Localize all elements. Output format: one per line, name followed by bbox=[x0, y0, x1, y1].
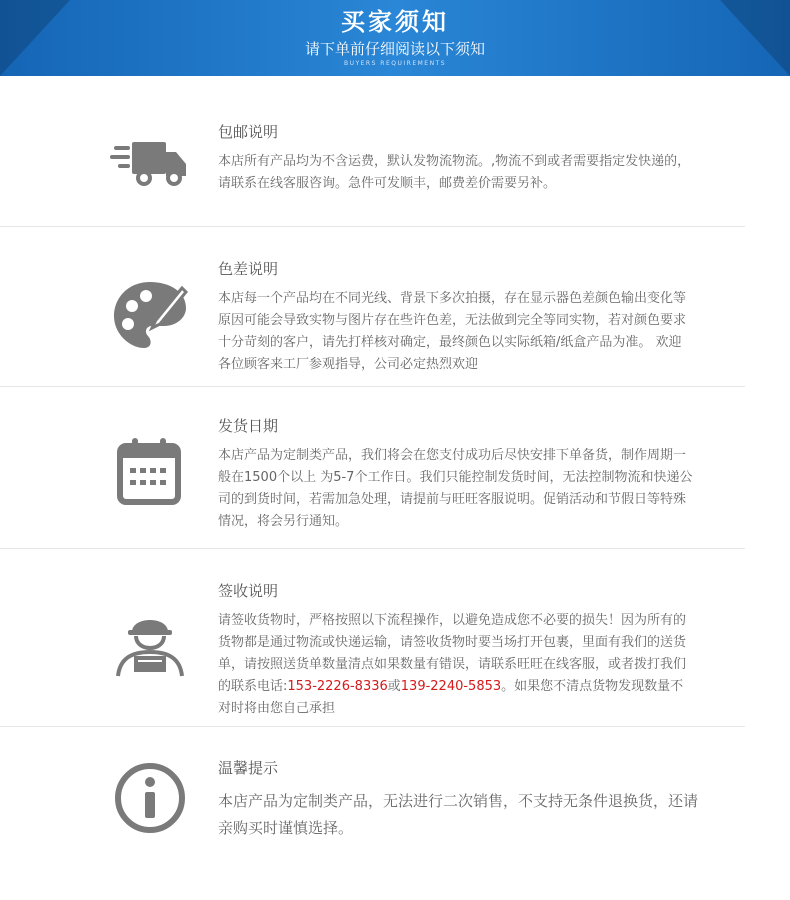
section-body: 本店产品为定制类产品，无法进行二次销售，不支持无条件退换货，还请亲购买时谨慎选择。 bbox=[218, 792, 699, 837]
section-heading: 温馨提示 bbox=[218, 759, 279, 777]
receipt-body-tail: 。如果您不清点货物发现数量不对时将由您自己承担 bbox=[218, 679, 684, 716]
page-subtitle: 请下单前仔细阅读以下须知 bbox=[304, 40, 485, 58]
delivery-truck-icon bbox=[110, 124, 190, 204]
section-receipt bbox=[0, 548, 790, 726]
palette-icon bbox=[110, 276, 190, 356]
section-body: 本店每一个产品均在不同光线、背景下多次拍摄，存在显示器色差颜色输出变化等原因可能会导致实物与图片存在些许色差，无法做到完全等同实物，若对颜色要求十分苛刻的客户，请先打样核对确定，最终颜色以实际纸箱/纸盒产品为准。 欢迎各位顾客来工厂参观指导，公司必定热烈欢迎 bbox=[218, 291, 687, 372]
delivery-worker-icon bbox=[110, 600, 190, 680]
section-heading: 包邮说明 bbox=[218, 123, 279, 141]
section-free-shipping bbox=[0, 76, 790, 226]
section-tips bbox=[0, 726, 790, 900]
phone-number-2[interactable]: 139-2240-5853 bbox=[400, 679, 502, 694]
section-color-difference bbox=[0, 226, 790, 386]
section-body bbox=[218, 610, 694, 720]
section-heading: 色差说明 bbox=[218, 260, 279, 278]
page-title: 买家须知 bbox=[341, 8, 449, 36]
phone-number-1[interactable]: 153-2226-8336 bbox=[287, 679, 388, 694]
receipt-body-text: 请签收货物时，严格按照以下流程操作，以避免造成您不必要的损失！因为所有的货物都是通过物流或快递运输，请签收货物时要当场打开包裹，里面有我们的送货单，请按照送货单数量清点如果数量有错误，请联系旺旺在线客服，或者拨打我们的联系电话: bbox=[218, 613, 687, 694]
section-body: 本店所有产品均为不含运费，默认发物流物流。,物流不到或者需要指定发快递的，请联系在线客服咨询。急件可发顺丰，邮费差价需要另补。 bbox=[218, 154, 691, 191]
calendar-icon bbox=[110, 434, 190, 514]
header-banner bbox=[0, 0, 790, 76]
section-heading: 发货日期 bbox=[218, 417, 279, 435]
section-body: 本店产品为定制类产品，我们将会在您支付成功后尽快安排下单备货，制作周期一般在1500个以上 为5-7个工作日。我们只能控制发货时间，无法控制物流和快递公司的到货时间，若需加急处理，请提前与旺旺客服说明。促销活动和节假日等特殊情况，将会另行通知。 bbox=[218, 448, 693, 529]
section-heading: 签收说明 bbox=[218, 582, 279, 600]
english-subtitle: BUYERS REQUIREMENTS bbox=[343, 60, 447, 67]
phone-connector: 或 bbox=[387, 679, 401, 694]
info-icon bbox=[110, 758, 190, 838]
section-shipping-date bbox=[0, 386, 790, 548]
